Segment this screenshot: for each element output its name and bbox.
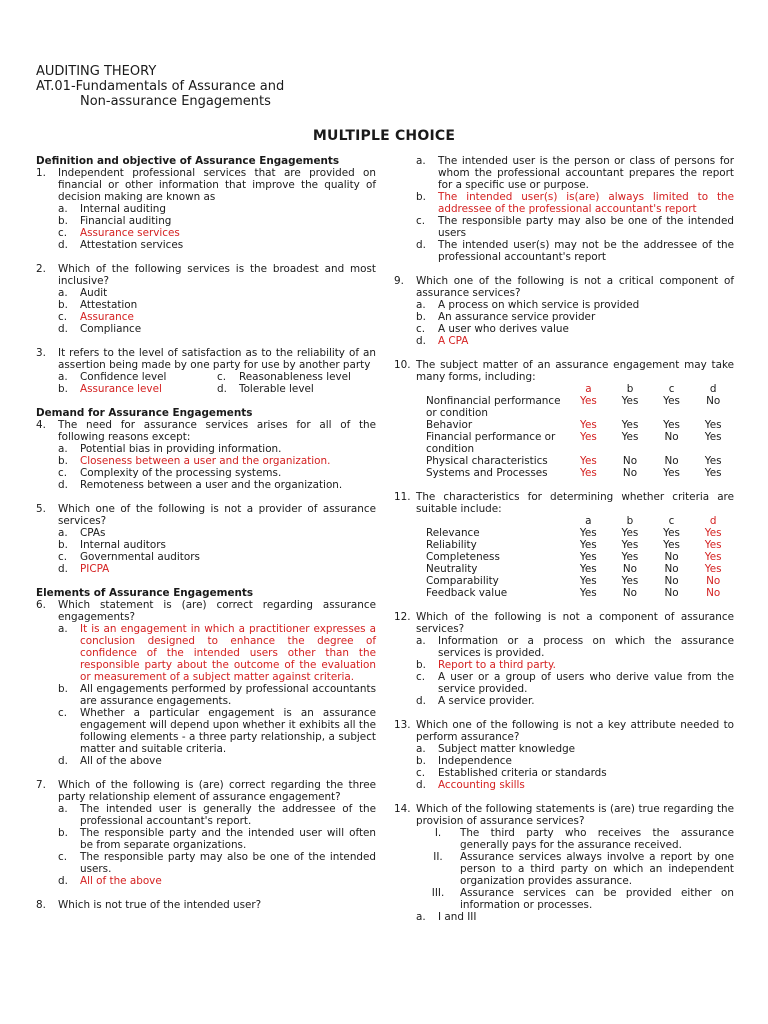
option-text: The responsible party may also be one of the intended users. [80,851,376,875]
question-13 [394,719,734,791]
option-text: The intended user is generally the addressee of the professional accountant's report. [80,803,376,827]
statement-text: Assurance services can be provided either on information or processes. [460,887,734,911]
table-cell: Yes [663,395,680,407]
row-label: Nonfinancial performance or condition [426,395,561,419]
module-title: AT.01-Fundamentals of Assurance and [36,79,285,94]
option-letter: b. [416,755,426,767]
option-text: An assurance service provider [438,311,596,323]
answer-option [36,299,376,311]
answer-option [36,227,376,239]
question-text: Which one of the following is not a key attribute needed to perform assurance? [416,719,734,743]
option-text: Attestation services [80,239,184,251]
table-cell: Yes [579,587,597,599]
question-3 [36,347,376,395]
table-cell: Yes [579,527,597,539]
option-letter: c. [416,767,426,779]
option-letter: d. [58,239,68,251]
option-letter: c. [58,311,68,323]
choice-letter: d [709,515,717,527]
option-letter: b. [58,299,68,311]
option-text: Independence [438,755,512,767]
question-text: Which one of the following is not a critical component of assurance services? [416,275,734,299]
question-14 [394,803,734,923]
table-cell: Yes [621,575,639,587]
option-text: Established criteria or standards [438,767,607,779]
question-text: The subject matter of an assurance engagement may take many forms, including: [416,359,734,383]
question-number: 2. [36,263,46,275]
option-text-answer: Assurance [80,311,134,323]
question-number: 1. [36,167,46,179]
option-text: The responsible party and the intended user will often be from separate organizations. [80,827,376,851]
option-letter: a. [58,527,68,539]
option-letter: d. [416,779,426,791]
answer-option [36,479,376,491]
option-letter: b. [58,215,68,227]
option-text-answer: It is an engagement in which a practitioner expresses a conclusion designed to enhance the degree of confidence of the intended users other than the responsible party about the outcome of the evaluation or measurement of a subject matter against criteria. [80,623,376,683]
table-cell: Yes [663,539,680,551]
option-text: Remoteness between a user and the organization. [80,479,343,491]
question-number: 3. [36,347,46,359]
option-letter: a. [416,911,426,923]
option-text: Attestation [80,299,138,311]
option-letter: a. [58,443,68,455]
option-text-answer: A CPA [438,335,469,347]
question-number: 5. [36,503,46,515]
section-heading: Elements of Assurance Engagements [36,587,254,599]
answer-option [394,671,734,695]
row-label: Financial performance or condition [426,431,556,455]
answer-option [394,755,734,767]
option-text: Reasonableness level [239,371,351,383]
table-cell: Yes [704,563,722,575]
answer-option [36,803,376,827]
answer-option [36,539,376,551]
option-text: I and III [438,911,477,923]
table-row [426,395,734,419]
table-cell: No [706,575,721,587]
question-text: Which is not true of the intended user? [58,899,262,911]
answer-option [394,155,734,191]
table-header-row [426,515,734,527]
option-text: A service provider. [438,695,535,707]
option-letter: d. [217,383,227,395]
question-text: Which one of the following is not a provider of assurance services? [58,503,376,527]
option-letter: a. [416,299,426,311]
table-cell: Yes [704,419,722,431]
answer-option [36,443,376,455]
table-cell: Yes [704,527,722,539]
question-9 [394,275,734,347]
question-stem [394,275,734,299]
option-text: All of the above [80,755,162,767]
option-letter: a. [416,635,426,647]
question-2 [36,263,376,335]
row-label: Feedback value [426,587,508,599]
option-text: A process on which service is provided [438,299,640,311]
section-heading: Definition and objective of Assurance Engagements [36,155,340,167]
answer-option [394,695,734,707]
option-letter: b. [58,539,68,551]
option-letter: c. [416,215,426,227]
table-cell: Yes [580,455,597,467]
document-header [36,64,284,109]
option-letter: c. [58,851,68,863]
option-letter: b. [58,455,68,467]
option-text: Compliance [80,323,142,335]
table-row [426,431,734,455]
answer-option [36,455,376,467]
option-text: Internal auditing [80,203,166,215]
answer-option [36,707,376,755]
option-text: The responsible party may also be one of the intended users [438,215,734,239]
answer-option [36,215,376,227]
table-corner [426,515,568,527]
question-11 [394,491,734,599]
answer-option [394,239,734,263]
option-letter: c. [58,551,68,563]
table-cell: Yes [663,527,680,539]
answer-option [36,467,376,479]
option-text: All engagements performed by professional accountants are assurance engagements. [80,683,376,707]
page-title: MULTIPLE CHOICE [312,128,456,144]
table-cell: Yes [579,575,597,587]
answer-option [394,311,734,323]
question-number: 13. [394,719,411,731]
row-label: Physical characteristics [426,455,548,467]
question-text: The characteristics for determining whether criteria are suitable include: [416,491,734,515]
option-letter: c. [217,371,227,383]
left-column [36,155,376,923]
choice-letter: a [585,383,592,395]
table-corner [426,383,568,395]
answer-option [36,287,376,299]
row-label: Behavior [426,419,473,431]
statement-list [394,827,734,911]
option-text: Complexity of the processing systems. [80,467,282,479]
question-6 [36,599,376,767]
row-label: Comparability [426,575,499,587]
answer-option [36,311,376,323]
option-text: A user or a group of users who derive value from the service provided. [438,671,734,695]
answer-option [36,683,376,707]
question-7 [36,779,376,887]
choice-letter: d [709,383,717,395]
option-letter: a. [58,803,68,815]
option-letter: d. [58,479,68,491]
option-letter: b. [58,683,68,695]
statement-item [394,827,734,851]
statement-numeral: I. [434,827,442,839]
option-letter: a. [58,287,68,299]
option-letter: b. [58,827,68,839]
option-letter: c. [58,707,68,719]
question-number: 11. [394,491,411,503]
option-letter: b. [416,659,426,671]
answer-option [394,335,734,347]
table-cell: No [664,575,679,587]
question-text: Which of the following is not a component of assurance services? [416,611,734,635]
answer-option [36,551,376,563]
option-text: The intended user is the person or class of persons for whom the professional accountant prepares the report for a specific use or purpose. [438,155,734,191]
question-4 [36,419,376,491]
question-number: 7. [36,779,46,791]
table-cell: No [622,455,638,467]
choice-table [426,515,734,599]
option-letter: b. [416,311,426,323]
option-list [394,911,734,923]
option-letter: a. [58,623,68,635]
option-letter: d. [416,695,426,707]
option-text: Whether a particular engagement is an assurance engagement will depend upon whether it exhibits all the following elements - a three party relationship, a subject matter and suitable criteria. [80,707,376,755]
choice-letter: b [626,515,634,527]
answer-option [36,755,376,767]
answer-option [36,875,376,887]
option-text: The intended user(s) may not be the addressee of the professional accountant's report [438,239,734,263]
option-text: Audit [80,287,108,299]
question-stem [36,419,376,443]
table-cell: No [622,587,637,599]
answer-option [394,299,734,311]
answer-option [36,239,376,251]
question-1 [36,167,376,251]
option-letter: a. [58,203,68,215]
table-cell: No [664,455,679,467]
option-text: CPAs [80,527,106,539]
answer-option [36,827,376,851]
question-number: 9. [394,275,404,287]
module-subtitle: Non-assurance Engagements [80,94,271,109]
statement-text: The third party who receives the assurance generally pays for the assurance received. [460,827,734,851]
question-stem [36,263,376,287]
option-text: Internal auditors [80,539,166,551]
table-cell: Yes [704,551,722,563]
table-cell: No [664,563,679,575]
statement-text: Assurance services always involve a report by one person to a third party on which an independent organization provides assurance. [460,851,734,887]
question-stem [394,611,734,635]
option-text-answer: PICPA [80,563,110,575]
table-cell: No [664,587,679,599]
option-text-answer: Closeness between a user and the organization. [80,455,331,467]
question-text: Which of the following statements is (are) true regarding the provision of assurance services? [416,803,734,827]
table-cell: Yes [621,395,639,407]
table-cell: No [622,467,638,479]
option-letter: b. [58,383,68,395]
table-cell: Yes [580,419,597,431]
table-cell: Yes [621,419,639,431]
table-cell: Yes [579,551,597,563]
question-stem [394,719,734,743]
row-label: Reliability [426,539,477,551]
table-cell: Yes [580,431,597,443]
choice-letter: c [668,515,675,527]
table-cell: No [664,431,679,443]
statement-numeral: III. [431,887,445,899]
question-text: The need for assurance services arises for all of the following reasons except: [58,419,376,443]
question-stem [36,599,376,623]
question-5 [36,503,376,575]
option-text: Tolerable level [239,383,314,395]
table-cell: Yes [580,467,597,479]
question-stem [36,779,376,803]
right-column [394,155,734,935]
answer-option [394,779,734,791]
option-letter: c. [58,467,68,479]
table-row [426,455,734,467]
table-cell: Yes [621,551,639,563]
option-letter: d. [58,875,68,887]
question-text: Which of the following is (are) correct regarding the three party relationship element of assurance engagement? [58,779,376,803]
option-text-answer: Accounting skills [438,779,525,791]
table-cell: No [706,395,721,407]
statement-item [394,887,734,911]
answer-option [394,635,734,659]
table-row [426,467,734,479]
table-cell: Yes [704,431,722,443]
answer-option [36,527,376,539]
option-text-answer: Assurance services [80,227,180,239]
option-letter: c. [58,227,68,239]
row-label: Relevance [426,527,480,539]
option-text: Governmental auditors [80,551,200,563]
table-row [426,575,734,587]
question-10 [394,359,734,479]
section-heading: Demand for Assurance Engagements [36,407,253,419]
answer-option [394,767,734,779]
statement-item [394,851,734,887]
question-8-stem [36,899,376,911]
question-text: Which statement is (are) correct regarding assurance engagements? [58,599,376,623]
question-text: Independent professional services that are provided on financial or other information that improve the quality of decision making are known as [58,167,376,203]
answer-option [394,191,734,215]
question-number: 6. [36,599,46,611]
table-header-row [426,383,734,395]
question-stem [36,503,376,527]
option-letter: c. [416,671,426,683]
option-letter: d. [416,239,426,251]
question-number: 14. [394,803,411,815]
option-text: Confidence level [80,371,167,383]
question-number: 10. [394,359,411,371]
option-text: Potential bias in providing information. [80,443,282,455]
option-letter: a. [58,371,68,383]
table-cell: No [664,551,679,563]
answer-option [394,215,734,239]
table-cell: Yes [580,395,597,407]
choice-letter: a [585,515,592,527]
row-label: Systems and Processes [426,467,548,479]
answer-option [36,323,376,335]
table-row [426,587,734,599]
table-cell: Yes [663,419,680,431]
table-cell: Yes [704,539,722,551]
option-text-answer: Report to a third party. [438,659,556,671]
option-letter: a. [416,155,426,167]
table-cell: Yes [663,467,680,479]
question-stem [36,167,376,203]
table-cell: Yes [704,467,722,479]
table-cell: Yes [579,539,597,551]
table-cell: No [622,563,637,575]
question-text: It refers to the level of satisfaction as to the reliability of an assertion being made by one party for use by another party [58,347,376,371]
answer-option [36,203,376,215]
question-8-options [394,155,734,263]
statement-numeral: II. [433,851,443,863]
question-number: 4. [36,419,46,431]
table-cell: Yes [704,455,722,467]
option-text: Financial auditing [80,215,172,227]
table-cell: Yes [621,527,639,539]
row-label: Completeness [426,551,500,563]
answer-option [394,659,734,671]
question-number: 12. [394,611,411,623]
answer-option [394,911,734,923]
option-text-answer: All of the above [80,875,162,887]
option-letter: d. [58,755,68,767]
answer-option [394,323,734,335]
table-cell: Yes [621,431,639,443]
option-letter: b. [416,191,426,203]
option-letter: a. [416,743,426,755]
answer-option [36,851,376,875]
row-label: Neutrality [426,563,478,575]
question-text: Which of the following services is the broadest and most inclusive? [58,263,376,287]
table-row [426,551,734,563]
option-text-answer: The intended user(s) is(are) always limited to the addressee of the professional accountant's report [438,191,734,215]
table-row [426,563,734,575]
table-row [426,419,734,431]
option-letter: d. [58,323,68,335]
answer-option [36,563,376,575]
question-number: 8. [36,899,46,911]
table-cell: No [706,587,721,599]
question-12 [394,611,734,707]
option-letter: d. [416,335,426,347]
choice-letter: b [626,383,634,395]
table-cell: Yes [621,539,639,551]
option-text: Subject matter knowledge [438,743,576,755]
option-letter: c. [416,323,426,335]
answer-option [36,623,376,683]
choice-table [426,383,734,479]
course-title: AUDITING THEORY [36,64,157,79]
table-row [426,527,734,539]
answer-option [394,743,734,755]
table-cell: Yes [579,563,597,575]
option-text-answer: Assurance level [80,383,162,395]
choice-letter: c [668,383,675,395]
option-letter: d. [58,563,68,575]
option-text: A user who derives value [438,323,569,335]
table-row [426,539,734,551]
option-text: Information or a process on which the assurance services is provided. [438,635,734,659]
